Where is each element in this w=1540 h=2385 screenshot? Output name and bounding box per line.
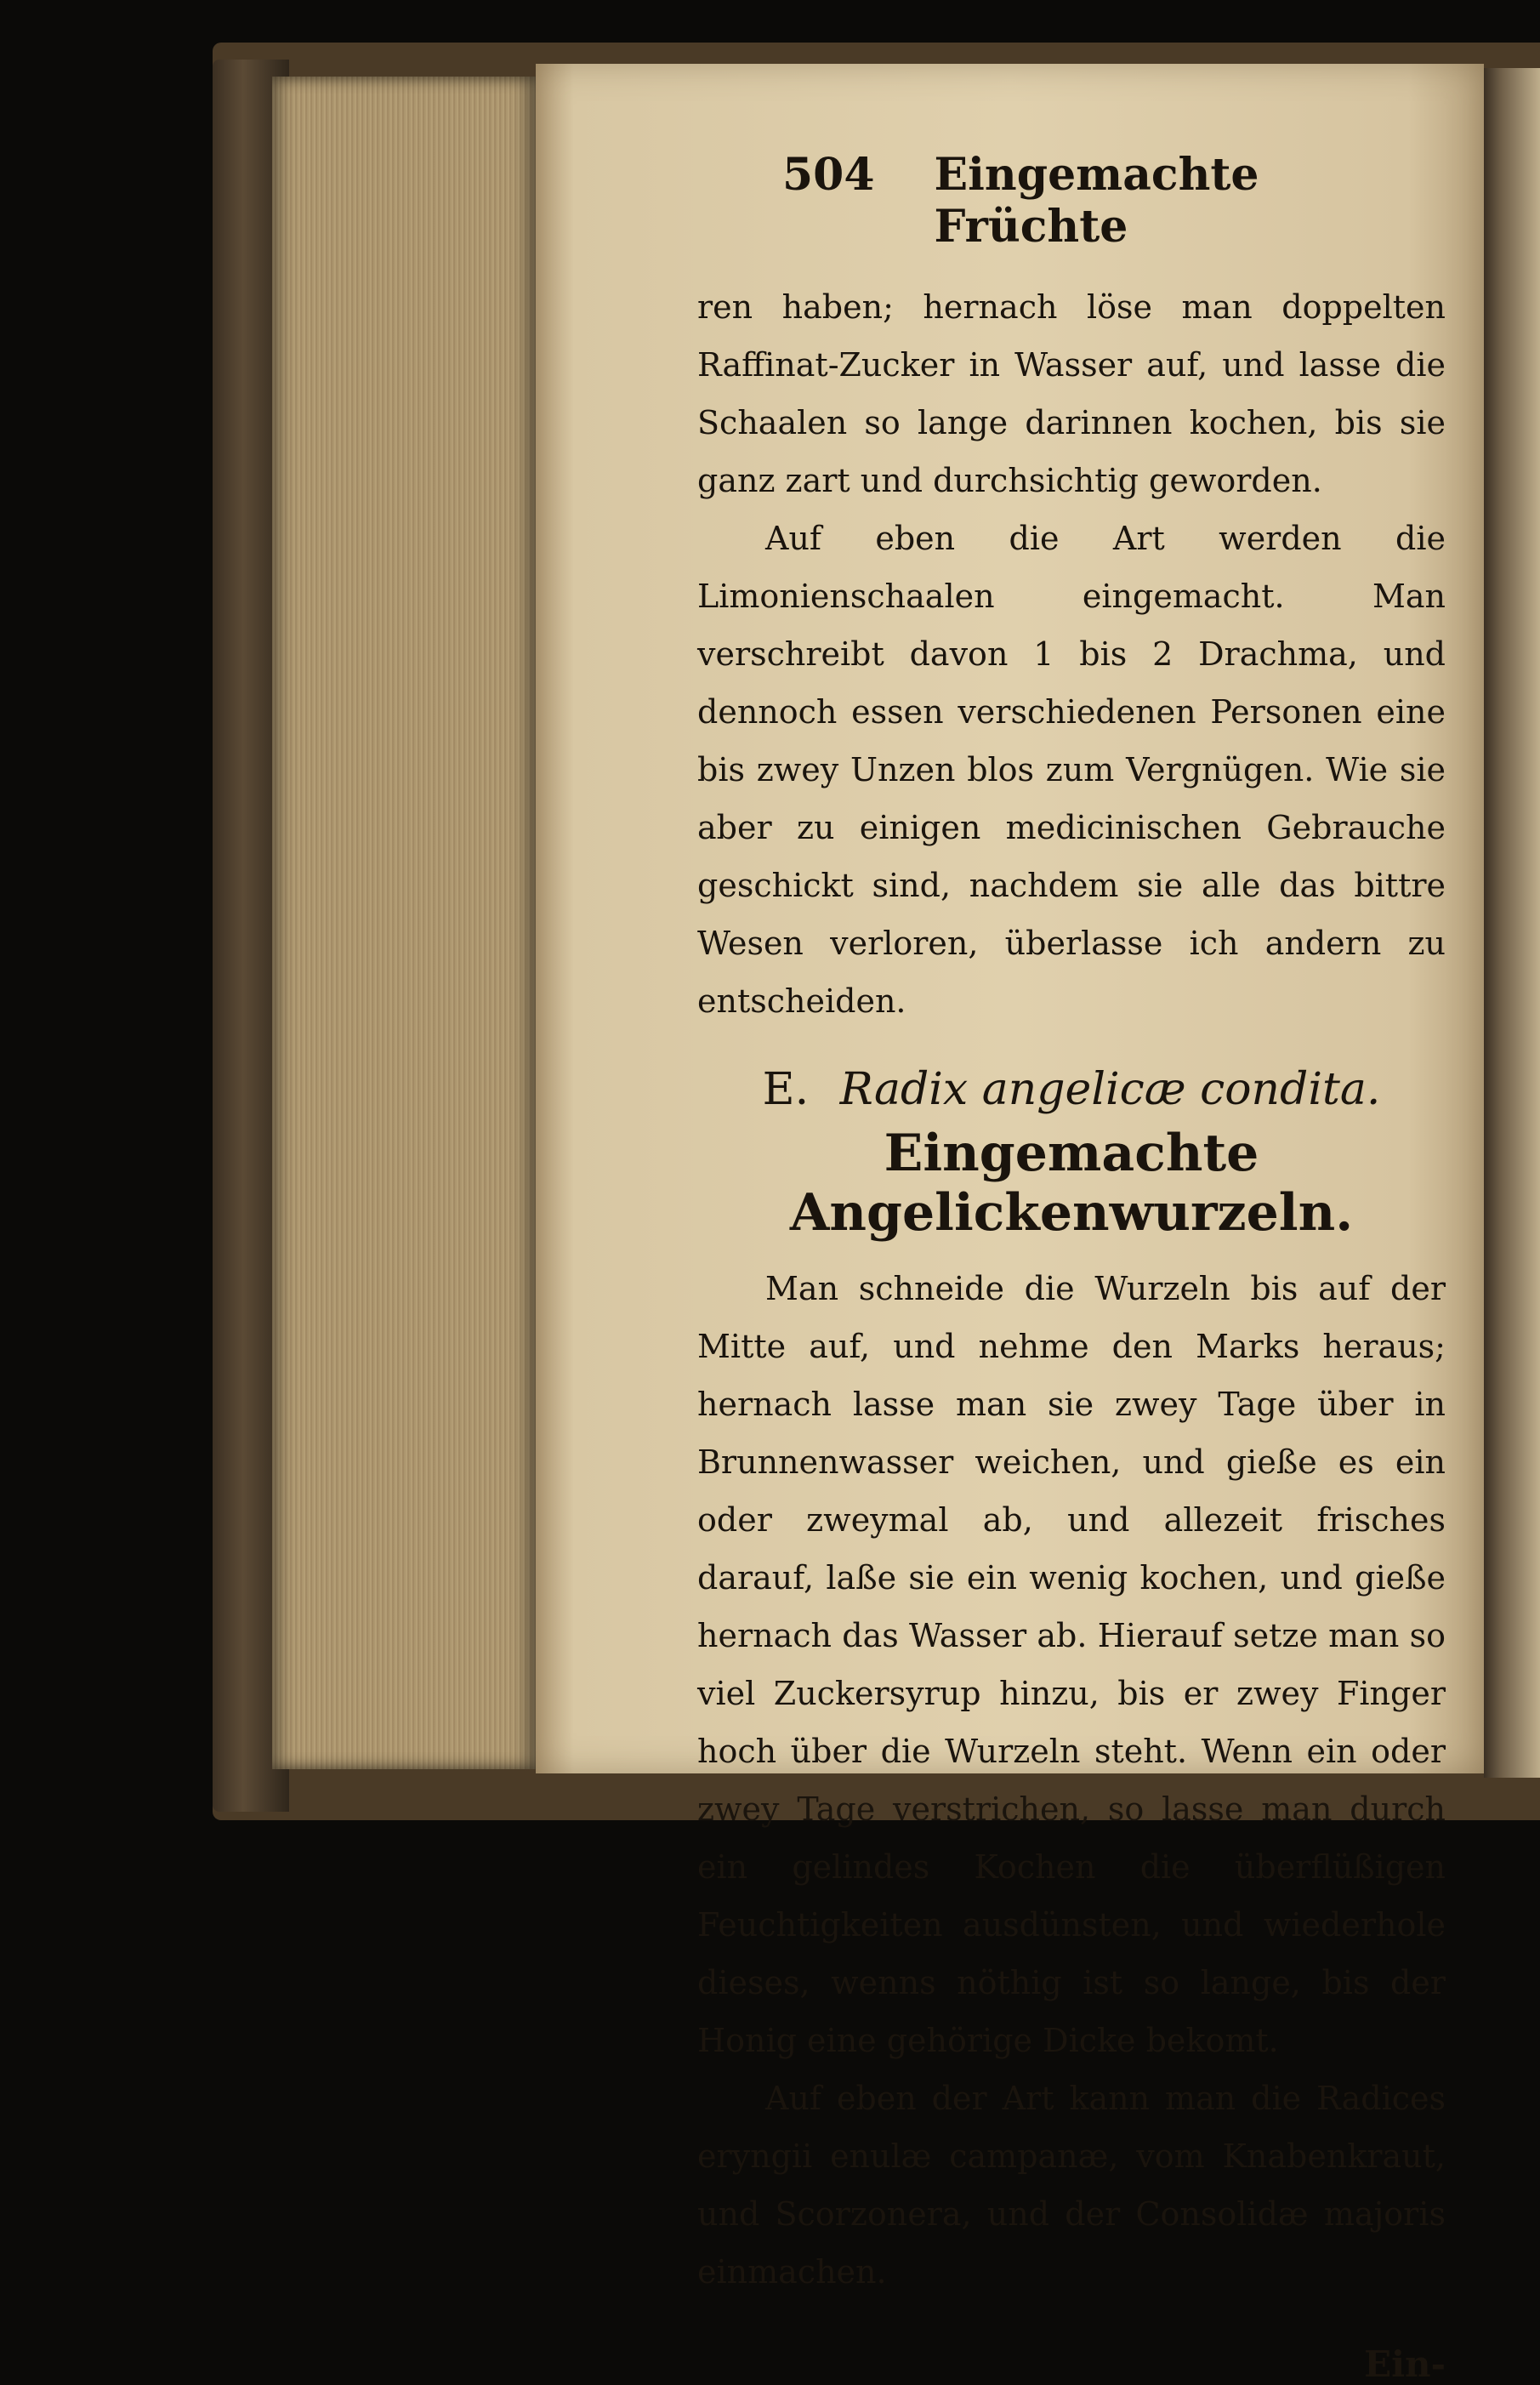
facing-page-edge <box>1484 68 1540 1778</box>
catchword: Ein- <box>1364 2343 1446 2385</box>
page-edges <box>272 77 536 1769</box>
section-latin-title <box>697 1064 1446 1115</box>
paragraph: Auf eben die Art werden die Limonienschaalen eingemacht. Man verschreibt davon 1 bis 2 Drachma, und dennoch essen verschiedenen Personen eine bis zwey Unzen blos zum Vergnügen. Wie sie aber zu einigen medicinischen Gebrauche geschickt sind, nachdem sie alle das bittre Wesen verloren, überlasse ich andern zu entscheiden. <box>697 520 1446 1020</box>
page-number: 504 <box>782 149 875 201</box>
paragraph: Auf eben der Art kann man die Radices eryngii enulæ campanæ, vom Knabenkraut, und Scorzonera, und der Consolidæ majoris einmachen. <box>697 2080 1446 2291</box>
paragraph: ren haben; hernach löse man doppelten Raffinat-Zucker in Wasser auf, und lasse die Schaalen so lange darinnen kochen, bis sie ganz zart und durchsichtig geworden. <box>697 288 1446 499</box>
section-latin: Radix angelicæ condita. <box>839 1064 1381 1115</box>
section-letter: E. <box>762 1064 810 1115</box>
section-heading: Eingemachte Angelickenwurzeln. <box>789 1124 1354 1243</box>
page-text-block <box>697 149 1446 2385</box>
book-page <box>536 64 1484 2385</box>
running-head: Eingemachte Früchte <box>934 149 1259 253</box>
paragraph: Man schneide die Wurzeln bis auf der Mitte auf, und nehme den Marks heraus; hernach lasse man sie zwey Tage über in Brunnenwasser weichen, und gieße es ein oder zweymal ab, und allezeit frisches darauf, laße sie ein wenig kochen, und gieße hernach das Wasser ab. Hierauf setze man so viel Zuckersyrup hinzu, bis er zwey Finger hoch über die Wurzeln steht. Wenn ein oder zwey Tage verstrichen, so lasse man durch ein gelindes Kochen die überflüßigen Feuchtigkeiten ausdünsten, und wiederhole dieses, wenns nöthig ist so lange, bis der Honig eine gehörige Dicke bekomt. <box>697 1270 1446 2059</box>
page-header <box>782 149 1446 253</box>
